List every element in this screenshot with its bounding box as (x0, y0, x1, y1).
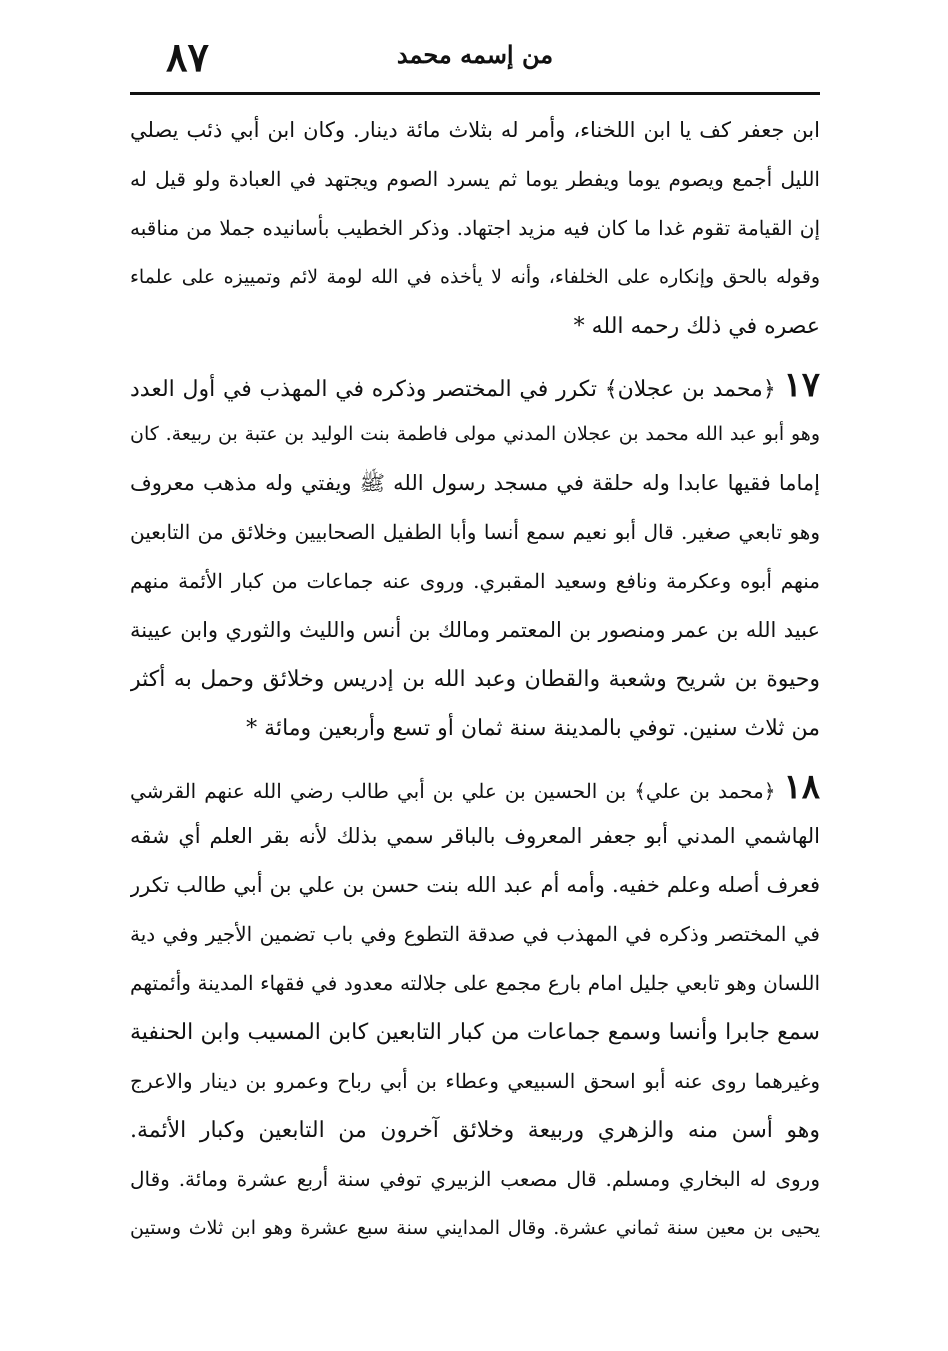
text-line: منهم أبوه وعكرمة ونافع وسعيد المقبري. وروى عنه جماعات من كبار الأئمة منهم (130, 569, 820, 593)
text-line: إماما فقيها عابدا وله حلقة في مسجد رسول الله ﷺ ويفتي وله مذهب معروف (130, 471, 820, 495)
entry-heading-line (130, 361, 820, 410)
text-line: اللسان وهو تابعي جليل امام بارع مجمع على جلالته معدود في فقهاء المدينة وأئمتهم (130, 971, 820, 995)
body-text (130, 106, 820, 1253)
text-line: عبيد الله بن عمر ومنصور بن المعتمر ومالك بن أنس والليث والثوري وابن عيينة (130, 618, 820, 642)
text-line: وهو أبو عبد الله محمد بن عجلان المدني مولى فاطمة بنت الوليد بن عتبة بن ربيعة. كان (130, 423, 820, 445)
header-rule (130, 92, 820, 95)
text-line: وهو تابعي صغير. قال أبو نعيم سمع أنسا وأبا الطفيل الصحابيين وخلائق من التابعين (130, 520, 820, 544)
text-line: وهو أسن منه والزهري وربيعة وخلائق آخرون من التابعين وكبار الأئمة. (130, 1118, 820, 1143)
text-line: ابن جعفر كف يا ابن اللخناء، وأمر له بثلاث مائة دينار. وكان ابن أبي ذئب يصلي (130, 118, 820, 142)
text-line: إن القيامة تقوم غدا ما كان فيه مزيد اجتهاد. وذكر الخطيب بأسانيده جملا من مناقبه (130, 216, 820, 240)
entry-number: ١٧ (783, 365, 820, 405)
entry-heading-text: ﴿محمد بن علي﴾ بن الحسين بن علي بن أبي طالب رضي الله عنهم القرشي (130, 779, 776, 803)
text-line: وحيوة بن شريح وشعبة والقطان وعبد الله بن إدريس وخلائق وحمل به أكثر (130, 667, 820, 692)
text-line: من ثلاث سنين. توفي بالمدينة سنة ثمان أو تسع وأربعين ومائة * (246, 716, 820, 741)
text-line: يحيى بن معين سنة ثماني عشرة. وقال المدايني سنة سبع عشرة وهو ابن ثلاث وستين (130, 1217, 820, 1239)
running-title: من إسمه محمد (396, 40, 554, 69)
text-line: في المختصر وذكره في المهذب في صدقة التطوع وفي باب تضمين الأجير وفي دية (130, 922, 820, 946)
entry-heading-line (130, 763, 820, 812)
text-line: وروى له البخاري ومسلم. قال مصعب الزبيري توفي سنة أربع عشرة ومائة. وقال (130, 1167, 820, 1191)
page-header (130, 30, 820, 92)
entry-heading-text: ﴿محمد بن عجلان﴾ تكرر في المختصر وذكره في المهذب في أول العدد (130, 377, 776, 402)
page-number: ٨٧ (166, 34, 209, 81)
text-line: فعرف أصله وعلم خفيه. وأمه أم عبد الله بنت حسن بن علي بن أبي طالب تكرر (130, 873, 820, 897)
text-line: الهاشمي المدني أبو جعفر المعروف بالباقر سمي بذلك لأنه بقر العلم أي شقه (130, 824, 820, 848)
text-line: عصره في ذلك رحمه الله * (573, 314, 820, 339)
entry-number: ١٨ (783, 767, 820, 807)
text-line: الليل أجمع ويصوم يوما ويفطر يوما ثم يسرد الصوم ويجتهد في العبادة ولو قيل له (130, 167, 820, 191)
text-line: وقوله بالحق وإنكاره على الخلفاء، وأنه لا يأخذه في الله لومة لائم وتمييزه على علماء (130, 266, 820, 288)
text-line: وغيرهما روى عنه أبو اسحق السبيعي وعطاء بن أبي رباح وعمرو بن دينار والاعرج (130, 1069, 820, 1093)
text-line: سمع جابرا وأنسا وسمع جماعات من كبار التابعين كابن المسيب وابن الحنفية (130, 1020, 820, 1045)
